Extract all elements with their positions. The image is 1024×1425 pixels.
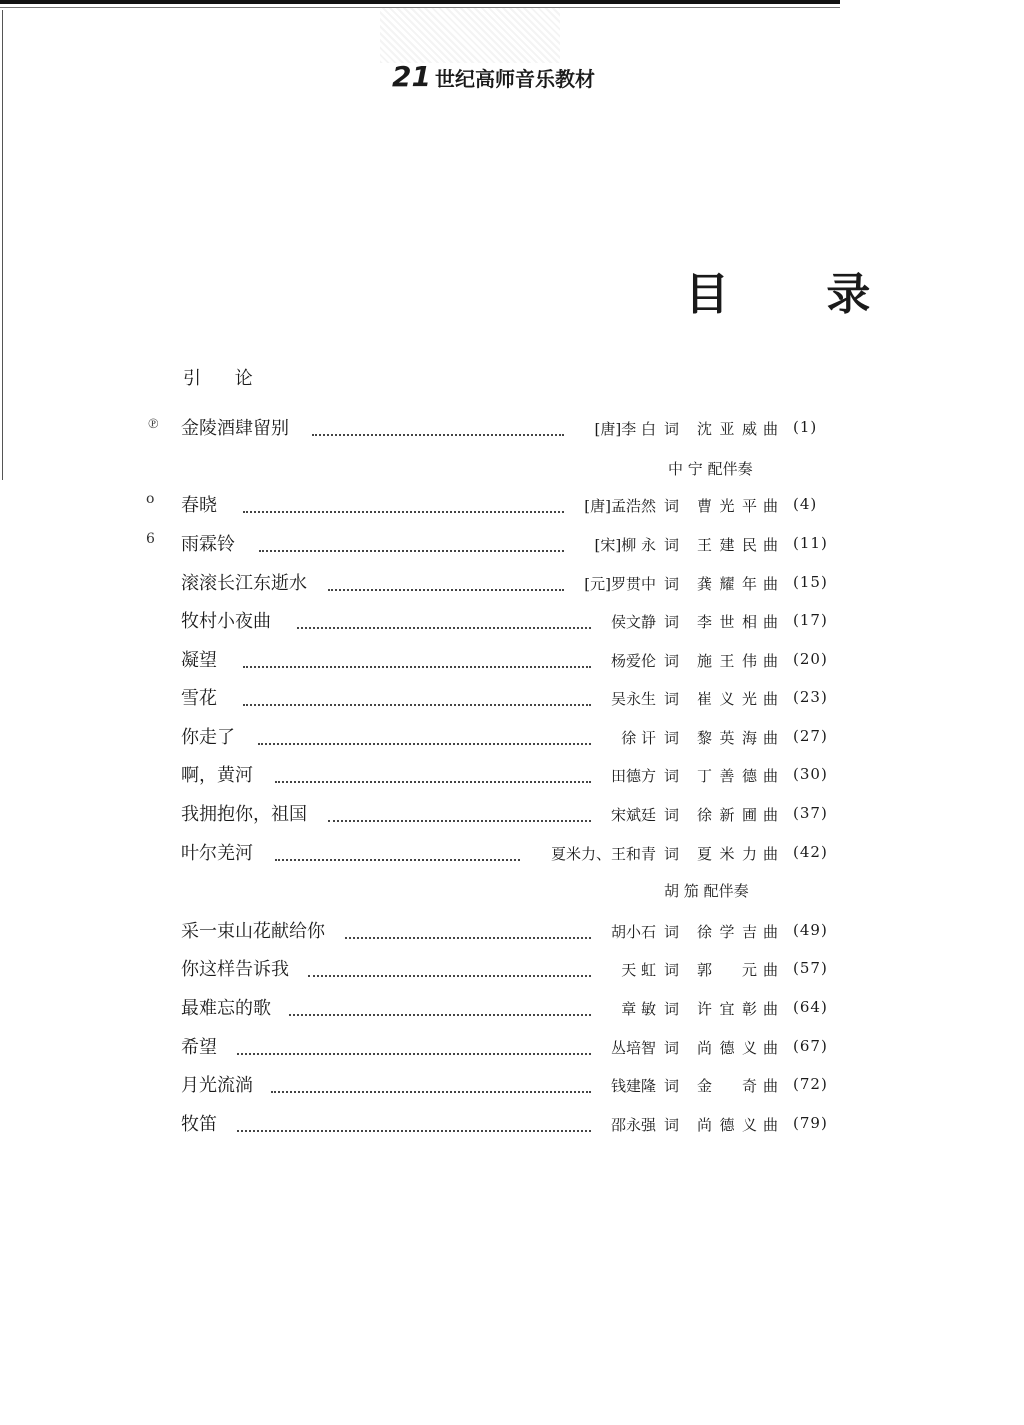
entry-lyricist: 杨爱伦 (610, 652, 656, 670)
lyric-label: 词 (664, 923, 680, 941)
entry-lyricist: 徐 讦 (621, 729, 656, 747)
leader-dots (237, 1116, 591, 1132)
lyric-label: 词 (664, 1077, 680, 1095)
leader-dots (237, 1039, 591, 1055)
entry-page: (72) (793, 1075, 828, 1093)
music-label: 曲 (763, 1039, 779, 1057)
entry-composer: 金 奇 (697, 1077, 757, 1095)
entry-lyricist: 丛培智 (610, 1039, 656, 1057)
toc-entry[interactable] (0, 839, 1024, 871)
entry-page: (42) (793, 843, 828, 861)
lyric-label: 词 (664, 575, 680, 593)
music-label: 曲 (763, 845, 779, 863)
toc-entry[interactable] (0, 646, 1024, 678)
music-label: 曲 (763, 497, 779, 515)
music-label: 曲 (763, 923, 779, 941)
toc-entry[interactable] (0, 994, 1024, 1026)
margin-mark-3: 6 (146, 531, 155, 547)
entry-title: 凝望 (181, 650, 217, 671)
scan-noise (380, 8, 560, 63)
leader-dots (297, 613, 591, 629)
entry-composer: 龚耀年 (697, 575, 757, 593)
music-label: 曲 (763, 1116, 779, 1134)
entry-page: (15) (793, 573, 828, 591)
entry-lyricist: 宋斌廷 (610, 806, 656, 824)
entry-lyricist: 夏米力、王和青 (550, 845, 656, 863)
entry-title: 我拥抱你，祖国 (181, 804, 307, 825)
toc-entry[interactable] (0, 723, 1024, 755)
entry-title: 牧笛 (181, 1114, 217, 1135)
entry-composer: 丁善德 (697, 767, 757, 785)
entry-title: 雨霖铃 (181, 534, 235, 555)
lyric-label: 词 (664, 806, 680, 824)
toc-entry[interactable] (0, 1110, 1024, 1142)
leader-dots (243, 690, 591, 706)
entry-title: 你这样告诉我 (181, 959, 289, 980)
series-text: 世纪高师音乐教材 (434, 67, 595, 91)
entry-composer: 许宜彰 (697, 1000, 757, 1018)
entry-lyricist: [唐]孟浩然 (584, 497, 656, 515)
entry-page: (11) (793, 534, 828, 552)
entry-title: 叶尔羌河 (181, 843, 253, 864)
lyric-label: 词 (664, 1039, 680, 1057)
music-label: 曲 (763, 420, 779, 438)
toc-entry[interactable] (0, 684, 1024, 716)
series-number: 21 (392, 60, 431, 93)
toc-entry[interactable] (0, 917, 1024, 949)
music-label: 曲 (763, 729, 779, 747)
entry-lyricist: 侯文静 (610, 613, 656, 631)
leader-dots (289, 1000, 591, 1016)
leader-dots (328, 575, 564, 591)
top-rule (0, 0, 840, 4)
toc-entry[interactable] (0, 800, 1024, 832)
entry-lyricist: [宋]柳 永 (594, 536, 656, 554)
margin-mark-2: ο (146, 491, 155, 507)
music-label: 曲 (763, 536, 779, 554)
entry-composer: 郭 元 (697, 961, 757, 979)
leader-dots (259, 536, 564, 552)
toc-entry[interactable] (0, 1071, 1024, 1103)
entry-title: 春晓 (181, 495, 217, 516)
entry-page: (1) (793, 418, 818, 436)
lyric-label: 词 (664, 767, 680, 785)
entry-title: 月光流淌 (181, 1075, 253, 1096)
entry-title: 金陵酒肆留别 (181, 418, 289, 439)
entry-page: (79) (793, 1114, 828, 1132)
entry-title: 雪花 (181, 688, 217, 709)
entry-page: (17) (793, 611, 828, 629)
title-char-1: 目 (685, 269, 731, 320)
entry-composer: 施王伟 (697, 652, 757, 670)
entry-composer: 夏米力 (697, 845, 757, 863)
lyric-label: 词 (664, 536, 680, 554)
series-title (392, 60, 595, 94)
entry-lyricist: [唐]李 白 (594, 420, 656, 438)
leader-dots (345, 923, 591, 939)
entry-page: (23) (793, 688, 828, 706)
entry-page: (57) (793, 959, 828, 977)
entry-title: 你走了 (181, 727, 235, 748)
accompanist-1: 中 宁 配伴奏 (668, 460, 753, 478)
lyric-label: 词 (664, 1116, 680, 1134)
toc-entry[interactable] (0, 955, 1024, 987)
entry-page: (27) (793, 727, 828, 745)
entry-page: (37) (793, 804, 828, 822)
left-margin-rule (2, 10, 3, 480)
leader-dots (275, 845, 520, 861)
entry-title: 采一束山花献给你 (181, 921, 325, 942)
entry-lyricist: 钱建隆 (610, 1077, 656, 1095)
entry-page: (20) (793, 650, 828, 668)
entry-composer: 尚德义 (697, 1116, 757, 1134)
entry-composer: 王建民 (697, 536, 757, 554)
leader-dots (243, 652, 591, 668)
lyric-label: 词 (664, 961, 680, 979)
entry-lyricist: 田德方 (610, 767, 656, 785)
entry-page: (49) (793, 921, 828, 939)
title-char-2: 录 (826, 269, 873, 320)
music-label: 曲 (763, 575, 779, 593)
entry-composer: 尚德义 (697, 1039, 757, 1057)
entry-lyricist: 章 敏 (621, 1000, 656, 1018)
leader-dots (258, 729, 591, 745)
accompanist-2: 胡 笳 配伴奏 (664, 882, 749, 900)
entry-title: 希望 (181, 1037, 217, 1058)
toc-entry[interactable] (0, 569, 1024, 601)
music-label: 曲 (763, 652, 779, 670)
music-label: 曲 (763, 767, 779, 785)
entry-page: (4) (793, 495, 818, 513)
music-label: 曲 (763, 690, 779, 708)
entry-composer: 崔义光 (697, 690, 757, 708)
lyric-label: 词 (664, 497, 680, 515)
margin-mark-1: ℗ (148, 416, 159, 432)
lyric-label: 词 (664, 690, 680, 708)
lyric-label: 词 (664, 1000, 680, 1018)
leader-dots (271, 1077, 591, 1093)
music-label: 曲 (763, 613, 779, 631)
entry-composer: 徐新圃 (697, 806, 757, 824)
intro-heading: 引 论 (183, 368, 267, 389)
leader-dots (308, 961, 591, 977)
toc-entry[interactable] (0, 1033, 1024, 1065)
lyric-label: 词 (664, 845, 680, 863)
entry-lyricist: 天 虹 (621, 961, 656, 979)
toc-entry[interactable] (0, 761, 1024, 793)
page-title (685, 258, 872, 322)
toc-entry[interactable] (0, 607, 1024, 639)
entry-page: (64) (793, 998, 828, 1016)
music-label: 曲 (763, 806, 779, 824)
lyric-label: 词 (664, 613, 680, 631)
music-label: 曲 (763, 961, 779, 979)
entry-composer: 沈亚威 (697, 420, 757, 438)
entry-lyricist: 邵永强 (610, 1116, 656, 1134)
entry-composer: 黎英海 (697, 729, 757, 747)
entry-title: 啊，黄河 (181, 765, 253, 786)
entry-title: 牧村小夜曲 (181, 611, 271, 632)
entry-page: (67) (793, 1037, 828, 1055)
music-label: 曲 (763, 1077, 779, 1095)
music-label: 曲 (763, 1000, 779, 1018)
leader-dots (312, 420, 564, 436)
leader-dots (243, 497, 564, 513)
entry-composer: 曹光平 (697, 497, 757, 515)
entry-title: 最难忘的歌 (181, 998, 271, 1019)
lyric-label: 词 (664, 420, 680, 438)
entry-lyricist: 胡小石 (610, 923, 656, 941)
entry-page: (30) (793, 765, 828, 783)
leader-dots (328, 806, 591, 822)
leader-dots (275, 767, 591, 783)
entry-title: 滚滚长江东逝水 (181, 573, 307, 594)
entry-lyricist: [元]罗贯中 (584, 575, 656, 593)
entry-lyricist: 吴永生 (610, 690, 656, 708)
lyric-label: 词 (664, 729, 680, 747)
lyric-label: 词 (664, 652, 680, 670)
entry-composer: 徐学吉 (697, 923, 757, 941)
entry-composer: 李世相 (697, 613, 757, 631)
